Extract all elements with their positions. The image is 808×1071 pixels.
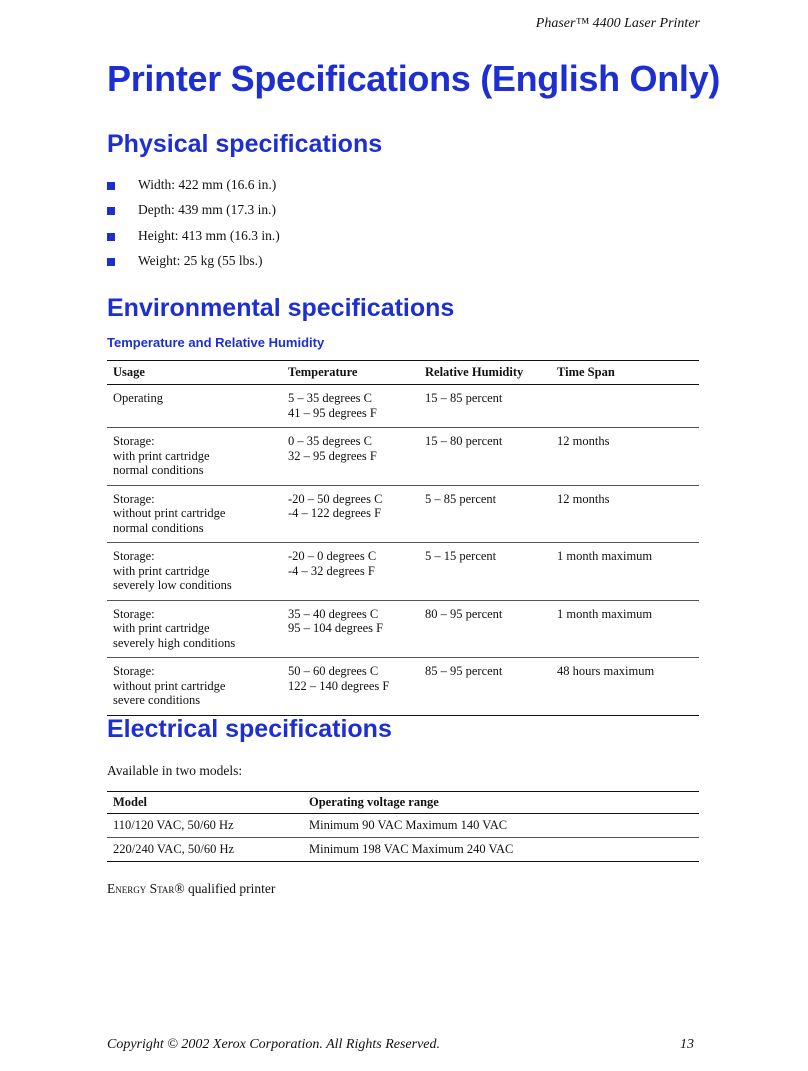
usage-cell: Storage: with print cartridge normal conditions — [107, 428, 282, 486]
bullet-square-icon — [107, 182, 115, 190]
table-row — [107, 814, 699, 838]
bullet-square-icon — [107, 233, 115, 241]
table-header-row — [107, 361, 699, 385]
timespan-cell: 48 hours maximum — [551, 658, 699, 716]
usage-cell: Storage: with print cartridge severely high conditions — [107, 600, 282, 658]
humidity-cell: 5 – 85 percent — [419, 485, 551, 543]
timespan-cell: 12 months — [551, 428, 699, 486]
table-header-row — [107, 792, 699, 814]
table-row — [107, 428, 699, 486]
temperature-cell: -20 – 50 degrees C -4 – 122 degrees F — [282, 485, 419, 543]
humidity-cell: 15 – 85 percent — [425, 391, 503, 405]
usage-cell: Storage: with print cartridge severely low conditions — [107, 543, 282, 601]
timespan-cell: 12 months — [551, 485, 699, 543]
column-header: Temperature — [282, 361, 419, 385]
model-cell: 110/120 VAC, 50/60 Hz — [113, 818, 234, 832]
temperature-subheading: Temperature and Relative Humidity — [107, 335, 325, 350]
usage-cell: Storage: without print cartridge severe conditions — [107, 658, 282, 716]
voltage-range-cell: Minimum 90 VAC Maximum 140 VAC — [309, 818, 508, 832]
timespan-cell — [551, 385, 699, 428]
humidity-cell: 85 – 95 percent — [419, 658, 551, 716]
list-item: Weight: 25 kg (55 lbs.) — [107, 249, 280, 275]
column-header: Model — [107, 792, 303, 814]
humidity-cell: 15 – 80 percent — [419, 428, 551, 486]
bullet-square-icon — [107, 207, 115, 215]
running-header: Phaser™ 4400 Laser Printer — [535, 16, 700, 31]
table-row — [107, 385, 699, 428]
temperature-cell: 35 – 40 degrees C 95 – 104 degrees F — [282, 600, 419, 658]
electrical-intro: Available in two models: — [107, 763, 243, 778]
table-row — [107, 600, 699, 658]
page-number: 13 — [680, 1037, 694, 1052]
page-title: Printer Specifications (English Only) — [107, 58, 721, 99]
voltage-range-cell: Minimum 198 VAC Maximum 240 VAC — [303, 838, 699, 862]
temperature-cell: 50 – 60 degrees C 122 – 140 degrees F — [282, 658, 419, 716]
electrical-table — [107, 791, 699, 862]
column-header: Relative Humidity — [419, 361, 551, 385]
table-row — [107, 658, 699, 716]
usage-cell: Storage: without print cartridge normal conditions — [107, 485, 282, 543]
column-header: Usage — [107, 361, 282, 385]
energy-star-label: Energy Star® — [107, 881, 185, 896]
bullet-square-icon — [107, 258, 115, 266]
environmental-heading: Environmental specifications — [107, 294, 455, 322]
humidity-cell: 80 – 95 percent — [419, 600, 551, 658]
humidity-cell: 5 – 15 percent — [419, 543, 551, 601]
footer-copyright: Copyright © 2002 Xerox Corporation. All Rights Reserved. — [107, 1037, 440, 1052]
physical-heading: Physical specifications — [107, 130, 383, 158]
timespan-cell: 1 month maximum — [551, 600, 699, 658]
environmental-table — [107, 360, 699, 716]
table-row — [107, 543, 699, 601]
temperature-cell: 5 – 35 degrees C 41 – 95 degrees F — [288, 391, 377, 420]
energy-star-note — [107, 881, 275, 897]
temperature-cell: -20 – 0 degrees C -4 – 32 degrees F — [282, 543, 419, 601]
column-header: Time Span — [551, 361, 699, 385]
list-item: Height: 413 mm (16.3 in.) — [107, 223, 280, 249]
model-cell: 220/240 VAC, 50/60 Hz — [107, 838, 303, 862]
usage-cell: Operating — [113, 391, 163, 405]
physical-list — [107, 172, 280, 274]
table-row — [107, 485, 699, 543]
electrical-heading: Electrical specifications — [107, 715, 392, 743]
column-header: Operating voltage range — [303, 792, 699, 814]
temperature-cell: 0 – 35 degrees C 32 – 95 degrees F — [282, 428, 419, 486]
energy-star-text: qualified printer — [184, 881, 276, 896]
list-item: Width: 422 mm (16.6 in.) — [107, 172, 280, 198]
list-item: Depth: 439 mm (17.3 in.) — [107, 198, 280, 224]
table-row — [107, 838, 699, 862]
timespan-cell: 1 month maximum — [551, 543, 699, 601]
